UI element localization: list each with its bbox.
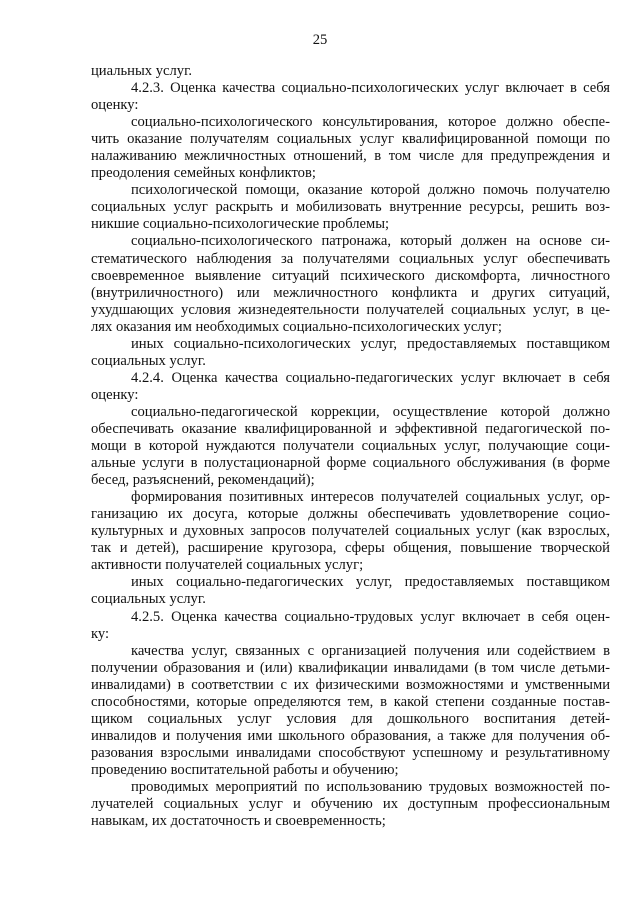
text-line: лучателей социальных услуг и обучению их доступным профессиональным: [91, 796, 610, 813]
text-line: проводимых мероприятий по использованию трудовых возможностей по-: [131, 778, 610, 795]
text-line: навыкам, их достаточность и своевременность;: [91, 813, 386, 830]
text-line: иных социально-педагогических услуг, предоставляемых поставщиком: [131, 574, 610, 591]
text-line: чить оказание получателям социальных услуг квалифицированной помощи по: [91, 131, 610, 148]
text-line: социально-психологического консультирования, которое должно обеспе-: [131, 114, 610, 131]
text-line: оценку:: [91, 97, 139, 114]
text-line: социально-педагогической коррекции, осуществление которой должно: [131, 403, 610, 420]
text-line: способностями, которые определяются тем, в какой степени созданные постав-: [91, 693, 610, 710]
text-line: мощи в которой нуждаются получатели социальных услуг, получающие соци-: [91, 438, 610, 455]
text-line: циальных услуг.: [91, 63, 193, 79]
text-line: формирования позитивных интересов получателей социальных услуг, ор-: [131, 489, 610, 506]
text-line: (внутриличностного) или межличностного конфликта и других ситуаций,: [91, 284, 610, 301]
text-line: психологической помощи, оказание которой должно помочь получателю: [131, 182, 610, 199]
text-line: стематического наблюдения за получателями социальных услуг обеспечивать: [91, 250, 610, 267]
page-number: 25: [312, 32, 328, 48]
text-line: преодоления семейных конфликтов;: [91, 165, 316, 182]
document-body: [91, 63, 610, 830]
text-line: качества услуг, связанных с организацией получения или содействием в: [131, 642, 610, 659]
text-line: своевременное выявление ситуаций психического дискомфорта, личностного: [91, 267, 610, 284]
text-line: получении образования и (или) квалификации инвалидами (в том числе детьми-: [91, 659, 610, 676]
text-line: налаживанию межличностных отношений, в том числе для предупреждения и: [91, 148, 610, 165]
text-line: оценку:: [91, 386, 139, 403]
text-line: социальных услуг раскрыть и мобилизовать внутренние ресурсы, решить воз-: [91, 199, 610, 216]
text-line: социальных услуг.: [91, 352, 206, 369]
text-line: ку:: [91, 625, 110, 642]
text-line: 4.2.4. Оценка качества социально-педагогических услуг включает в себя: [131, 369, 610, 386]
text-line: обеспечивать оказание квалифицированной и эффективной педагогической по-: [91, 420, 610, 437]
text-line: ухудшающих условия жизнедеятельности получателей социальных услуг, в це-: [91, 301, 610, 318]
text-line: альные услуги в полустационарной форме социального обслуживания (в форме: [91, 455, 610, 472]
text-line: иных социально-психологических услуг, предоставляемых поставщиком: [131, 335, 610, 352]
text-line: активности получателей социальных услуг;: [91, 557, 364, 574]
text-line: проведению воспитательной работы и обучению;: [91, 761, 399, 778]
text-line: ганизацию их досуга, которые должны обеспечивать удовлетворение социо-: [91, 506, 610, 523]
text-line: инвалидов и получения ими школьного образования, а также для получения об-: [91, 727, 610, 744]
text-line: так и детей), расширение кругозора, сферы общения, повышение творческой: [91, 540, 610, 557]
text-line: разования взрослыми инвалидами способствуют успешному и результативному: [91, 744, 610, 761]
text-line: лях оказания им необходимых социально-психологических услуг;: [91, 318, 502, 335]
text-line: социально-психологического патронажа, который должен на основе си-: [131, 233, 610, 250]
text-line: культурных и духовных запросов получателей социальных услуг (как взрослых,: [91, 523, 610, 540]
text-line: бесед, разъяснений, рекомендаций);: [91, 472, 315, 489]
text-line: 4.2.5. Оценка качества социально-трудовых услуг включает в себя оцен-: [131, 608, 610, 625]
text-line: социальных услуг.: [91, 591, 206, 608]
text-line: щиком социальных услуг условия для дошкольного воспитания детей-: [91, 710, 610, 727]
text-line: 4.2.3. Оценка качества социально-психологических услуг включает в себя: [131, 80, 610, 97]
text-line: инвалидами) в соответствии с их физическими возможностями и умственными: [91, 676, 610, 693]
text-line: никшие социально-психологические проблемы;: [91, 216, 390, 233]
